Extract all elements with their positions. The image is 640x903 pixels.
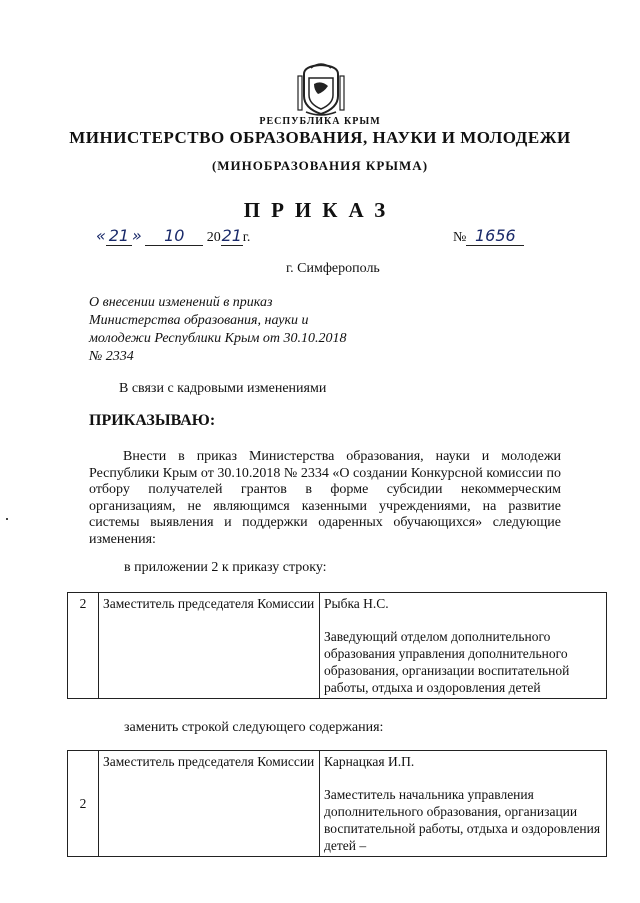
new-row-position: Заместитель начальника управления дополнительного образования, организации воспитательной работы, отдыха и оздоровления детей – bbox=[324, 787, 601, 853]
number-value: 1656 bbox=[466, 226, 524, 246]
table-row bbox=[68, 751, 607, 857]
date-year-mark: г. bbox=[242, 230, 251, 245]
new-row-name: Карнацкая И.П. bbox=[324, 754, 415, 769]
old-row-number: 2 bbox=[68, 593, 99, 699]
new-row-number: 2 bbox=[68, 751, 99, 857]
date-day: 21 bbox=[106, 226, 132, 246]
order-date bbox=[96, 226, 296, 246]
city: г. Симферополь bbox=[286, 261, 380, 276]
new-row-role: Заместитель председателя Комиссии bbox=[99, 751, 320, 857]
old-row-person bbox=[320, 593, 607, 699]
annex-line: в приложении 2 к приказу строку: bbox=[124, 560, 327, 575]
order-reason: В связи с кадровыми изменениями bbox=[119, 381, 327, 396]
old-row-position: Заведующий отделом дополнительного образования управления дополнительного образования, организации воспитательной работы, отдыха и оздоровления детей bbox=[324, 629, 570, 695]
republic-heading: РЕСПУБЛИКА КРЫМ bbox=[259, 116, 381, 127]
order-title: ПРИКАЗ bbox=[243, 198, 397, 222]
order-subject: О внесении изменений в приказ Министерства образования, науки и молодежи Республики Крым от 30.10.2018 № 2334 bbox=[89, 295, 347, 364]
coat-of-arms-emblem bbox=[296, 60, 346, 118]
new-row-table bbox=[67, 750, 607, 857]
replace-line: заменить строкой следующего содержания: bbox=[124, 720, 384, 735]
new-row-person bbox=[320, 751, 607, 857]
ministry-heading: МИНИСТЕРСТВО ОБРАЗОВАНИЯ, НАУКИ И МОЛОДЕЖИ bbox=[69, 128, 571, 147]
table-row bbox=[68, 593, 607, 699]
old-row-name: Рыбка Н.С. bbox=[324, 596, 389, 611]
old-row-table bbox=[67, 592, 607, 699]
order-number bbox=[453, 226, 543, 246]
order-paragraph: Внести в приказ Министерства образования, науки и молодежи Республики Крым от 30.10.2018 № 2334 «О создании Конкурсной комиссии по отбору получателей грантов в форме субсидии некоммерческим организациям, не являющимся казенными учреждениями, на развитие системы выявления и поддержки одаренных обучающихся» следующие изменения: bbox=[89, 449, 561, 547]
ministry-short-heading: (МИНОБРАЗОВАНИЯ КРЫМА) bbox=[211, 158, 429, 173]
number-sign: № bbox=[453, 230, 467, 245]
old-row-role: Заместитель председателя Комиссии bbox=[99, 593, 320, 699]
date-month: 10 bbox=[145, 226, 203, 246]
date-year-suffix: 21 bbox=[221, 226, 242, 245]
scan-speck bbox=[6, 518, 8, 520]
date-close-quote: » bbox=[131, 226, 142, 245]
prikazyvayu-heading: ПРИКАЗЫВАЮ: bbox=[89, 412, 216, 429]
date-open-quote: « bbox=[96, 226, 106, 245]
date-year-prefix: 20 bbox=[206, 230, 221, 245]
